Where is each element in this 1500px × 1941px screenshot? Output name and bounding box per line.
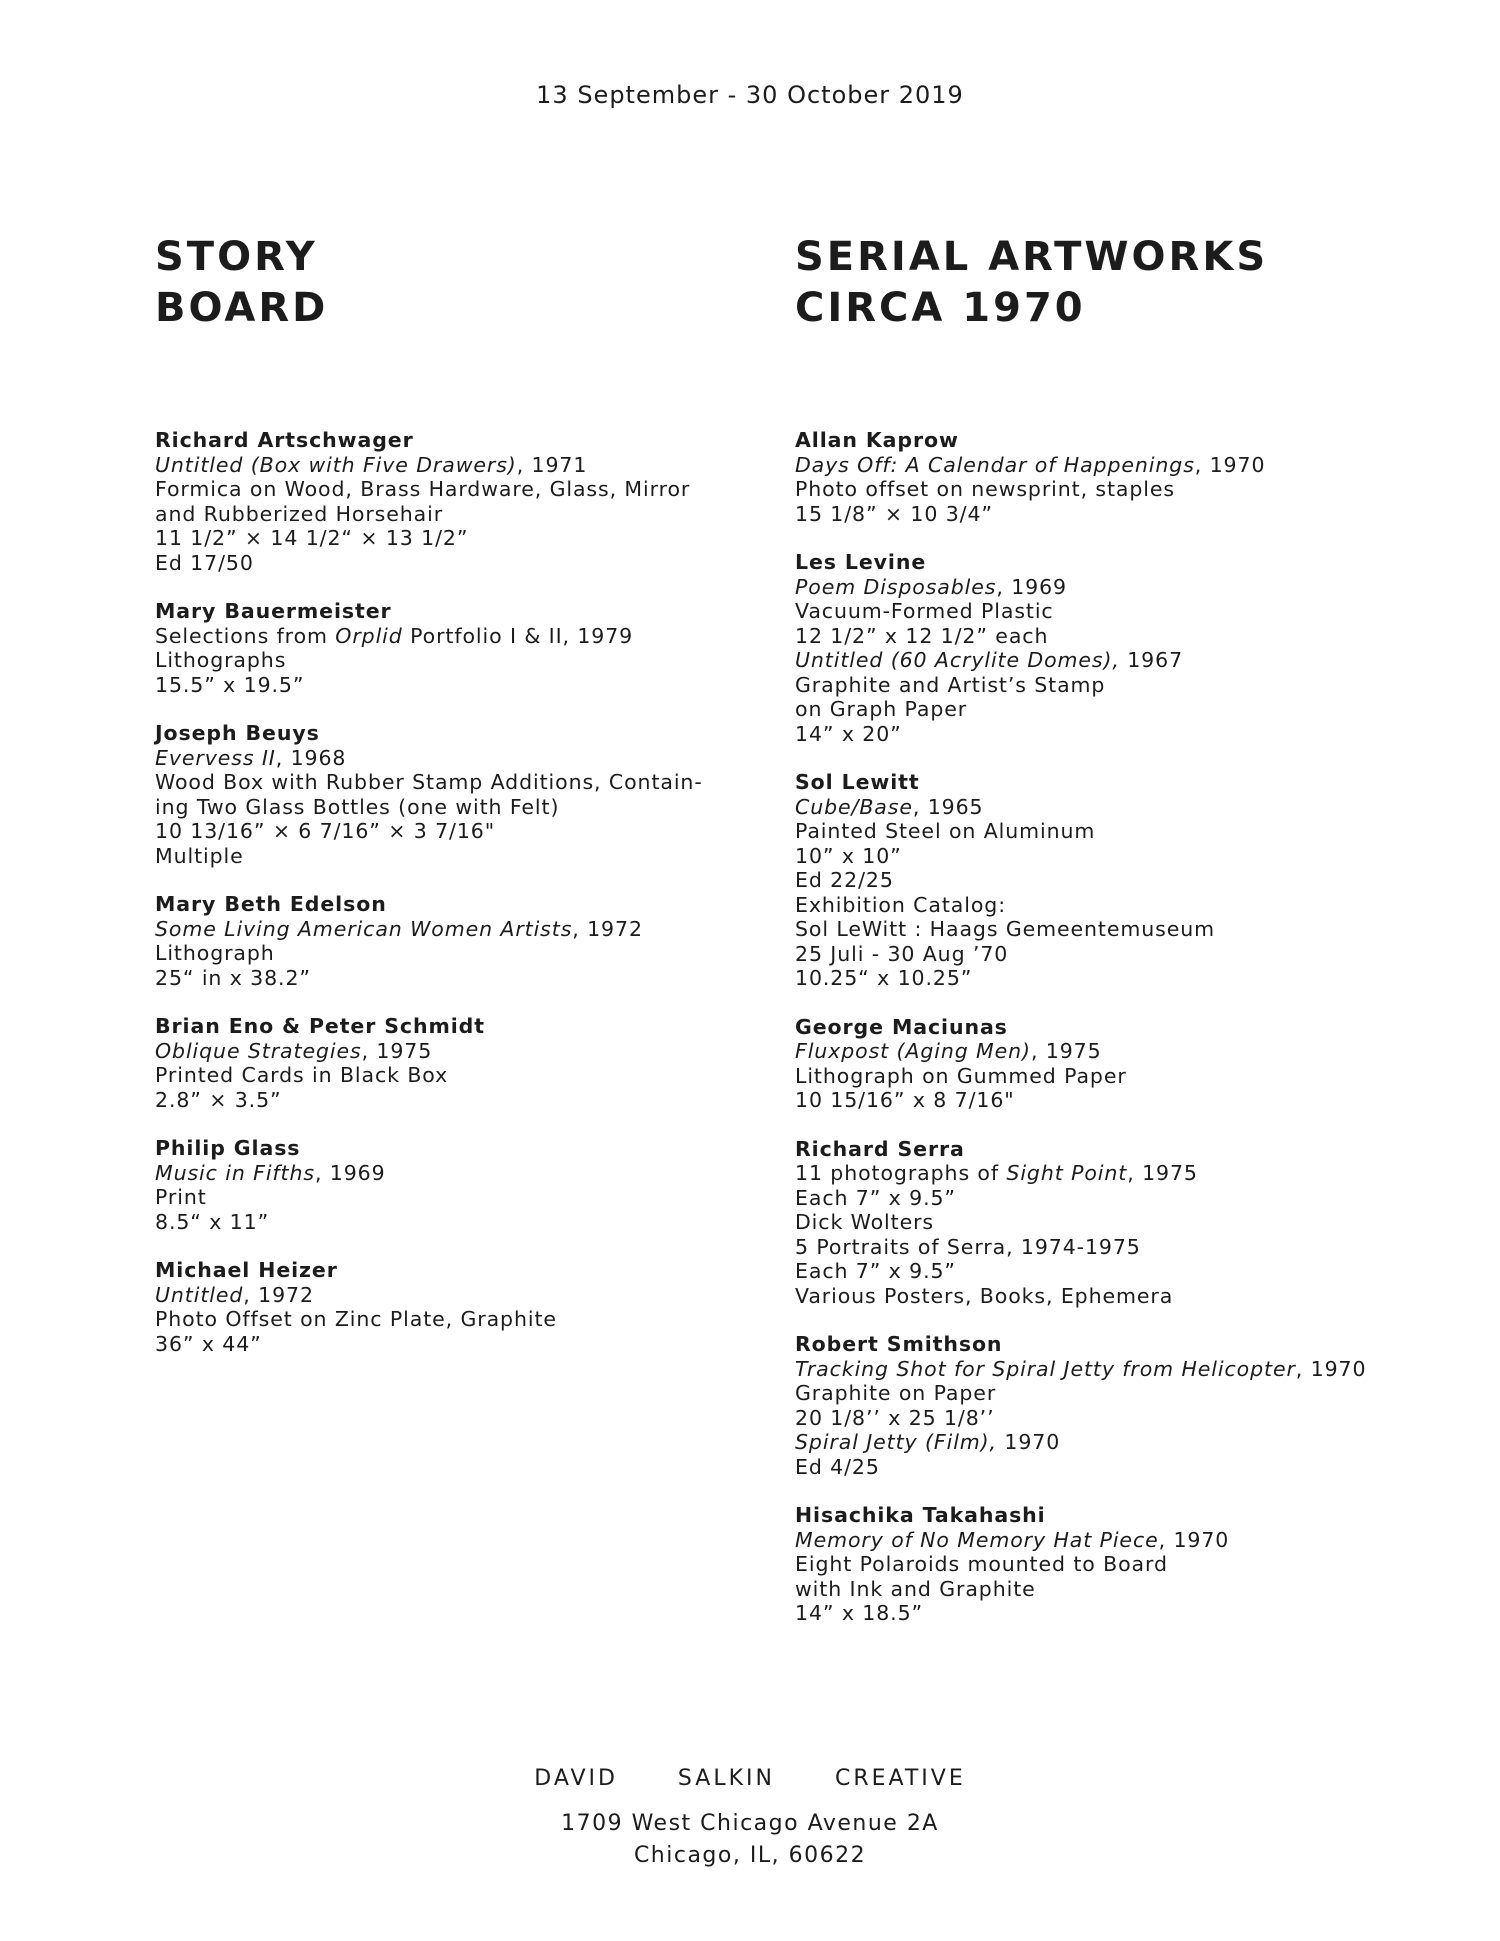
artwork-detail: Ed 4/25 (795, 1454, 880, 1479)
artwork-title: Untitled (60 Acrylite Domes), (795, 648, 1120, 672)
artwork-detail: Photo offset on newsprint, staples (795, 477, 1176, 501)
artwork-title-line (795, 1430, 1435, 1455)
artist-name: Richard Serra (795, 1136, 965, 1161)
artwork-detail: Wood Box with Rubber Stamp Additions, Contain- (155, 770, 703, 794)
artwork-detail: Graphite on Paper (795, 1381, 997, 1405)
artwork-detail: 10 15/16” x 8 7/16" (795, 1088, 1015, 1112)
artwork-detail: 25 Juli - 30 Aug ’70 (795, 941, 1009, 966)
artwork-entry (795, 428, 1435, 526)
artwork-title-line (795, 1039, 1435, 1064)
artwork-detail: 10 13/16” × 6 7/16” × 3 7/16" (155, 819, 496, 843)
artwork-detail: Painted Steel on Aluminum (795, 819, 1096, 843)
artwork-year: , 1970 (1295, 1356, 1367, 1381)
artwork-title-line (155, 917, 765, 942)
artwork-title: Sight Point (1006, 1161, 1128, 1185)
artwork-detail: 8.5“ x 11” (155, 1209, 270, 1234)
artwork-year: 1967 (1119, 648, 1184, 672)
artwork-detail: on Graph Paper (795, 697, 968, 721)
artwork-title-line (795, 453, 1435, 478)
artwork-detail: Formica on Wood, Brass Hardware, Glass, Mirror (155, 477, 691, 501)
artwork-entry (155, 599, 765, 697)
artwork-detail: Photo Offset on Zinc Plate, Graphite (155, 1307, 557, 1331)
artwork-year: , 1968 (275, 745, 347, 770)
artist-name: Philip Glass (155, 1136, 301, 1160)
artwork-detail: 10” x 10” (795, 843, 902, 868)
artwork-title-line (155, 453, 765, 478)
artist-name: Hisachika Takahashi (795, 1503, 1046, 1527)
artwork-title-line (795, 795, 1435, 820)
artwork-detail: Printed Cards in Black Box (155, 1063, 449, 1087)
artwork-detail: 25“ in x 38.2” (155, 965, 311, 990)
artwork-list (795, 428, 1435, 1626)
artwork-title-line (795, 1161, 1435, 1186)
right-column-title (795, 232, 1435, 334)
artwork-detail: 10.25“ x 10.25” (795, 966, 973, 990)
artwork-detail: Eight Polaroids mounted to Board (795, 1552, 1168, 1576)
artwork-title-line (155, 624, 765, 649)
artist-name: Mary Beth Edelson (155, 892, 387, 916)
address-line: Chicago, IL, 60622 (633, 1843, 867, 1868)
artwork-year: , 1975 (1127, 1161, 1198, 1185)
artwork-title-line (795, 575, 1435, 600)
artwork-year: , 1970 (1158, 1527, 1230, 1552)
artwork-title-line (795, 1357, 1435, 1382)
artwork-year: , 1975 (1030, 1039, 1102, 1063)
artwork-entry (795, 1332, 1435, 1479)
artwork-detail: 11 1/2” × 14 1/2“ × 13 1/2” (155, 526, 469, 550)
artist-name: Allan Kaprow (795, 428, 959, 452)
artwork-title-line (155, 1039, 765, 1064)
title-line: BOARD (155, 285, 329, 331)
artwork-title: Untitled (155, 1282, 244, 1307)
left-column-title (155, 232, 765, 334)
artwork-year: , 1972 (243, 1282, 314, 1307)
artwork-title-line (155, 746, 765, 771)
artwork-detail: 12 1/2” x 12 1/2” each (795, 623, 1049, 648)
artist-name: Richard Artschwager (155, 428, 414, 452)
artwork-detail: Graphite and Artist’s Stamp (795, 672, 1106, 697)
artist-name: Brian Eno & Peter Schmidt (155, 1014, 485, 1038)
artwork-title-line (795, 1528, 1435, 1553)
artist-name: Les Levine (795, 550, 927, 574)
artist-name: Joseph Beuys (155, 721, 320, 745)
artwork-detail: Each 7” x 9.5” (795, 1259, 956, 1283)
artwork-detail: Exhibition Catalog: (795, 892, 1006, 917)
artwork-entry (155, 1136, 765, 1234)
detail-text: Selections from (155, 623, 336, 648)
right-column (795, 232, 1435, 1650)
artwork-title: Memory of No Memory Hat Piece (795, 1527, 1159, 1552)
exhibition-dates: 13 September - 30 October 2019 (536, 81, 964, 109)
left-column (155, 232, 765, 1380)
artwork-year: , 1965 (912, 794, 984, 819)
artwork-detail: 15.5” x 19.5” (155, 672, 305, 697)
artwork-detail: ing Two Glass Bottles (one with Felt) (155, 794, 560, 819)
artwork-title: Poem Disposables (795, 574, 997, 599)
artwork-detail: Lithograph on Gummed Paper (795, 1063, 1127, 1088)
artwork-detail: Vacuum-Formed Plastic (795, 599, 1054, 623)
artwork-title: Tracking Shot for Spiral Jetty from Helicopter (795, 1356, 1296, 1381)
artwork-detail: and Rubberized Horsehair (155, 501, 444, 526)
artwork-year: , 1969 (314, 1160, 386, 1185)
artwork-title-line (155, 1161, 765, 1186)
artwork-detail: Lithographs (155, 648, 287, 672)
artwork-detail: Each 7” x 9.5” (795, 1185, 956, 1210)
artwork-detail: with Ink and Graphite (795, 1576, 1036, 1601)
artist-name: Robert Smithson (795, 1332, 1003, 1356)
gallery-name: DAVID SALKIN CREATIVE (534, 1766, 966, 1791)
artwork-detail: 20 1/8’’ x 25 1/8’’ (795, 1405, 995, 1430)
artwork-detail: 5 Portraits of Serra, 1974-1975 (795, 1234, 1141, 1259)
artwork-entry (155, 1014, 765, 1112)
artwork-entry (155, 1258, 765, 1356)
artwork-year: , 1975 (361, 1038, 433, 1063)
artist-name: Mary Bauermeister (155, 599, 392, 623)
artwork-entry (795, 770, 1435, 991)
artwork-detail: Sol LeWitt : Haags Gemeentemuseum (795, 917, 1215, 941)
artist-name: Sol Lewitt (795, 770, 920, 794)
artwork-list (155, 428, 765, 1356)
artwork-title-line (155, 1283, 765, 1308)
artwork-title: Orplid (335, 623, 403, 648)
artist-name: George Maciunas (795, 1014, 1008, 1039)
title-line: SERIAL ARTWORKS (795, 234, 1269, 280)
artwork-detail: Ed 17/50 (155, 550, 254, 575)
artwork-detail: Various Posters, Books, Ephemera (795, 1283, 1174, 1308)
artwork-entry (795, 1137, 1435, 1309)
artwork-detail: Dick Wolters (795, 1210, 935, 1234)
title-line: CIRCA 1970 (795, 285, 1086, 331)
artwork-detail: 15 1/8” × 10 3/4” (795, 501, 993, 526)
artwork-year: Portfolio I & II, 1979 (402, 623, 634, 648)
artwork-detail: Multiple (155, 843, 244, 868)
detail-text: 11 photographs of (795, 1161, 1007, 1185)
gallery-address (0, 1808, 1500, 1872)
artwork-title: Oblique Strategies (155, 1038, 362, 1063)
artist-name: Michael Heizer (155, 1258, 338, 1282)
address-line: 1709 West Chicago Avenue 2A (561, 1811, 939, 1836)
artwork-title: Cube/Base (795, 794, 913, 819)
artwork-entry (155, 892, 765, 990)
artwork-detail: 14” x 18.5” (795, 1601, 924, 1625)
artwork-title: Spiral Jetty (Film), (795, 1430, 997, 1454)
artwork-detail: Lithograph (155, 941, 275, 965)
artwork-title: Days Off: A Calendar of Happenings (795, 452, 1195, 477)
artwork-detail: Ed 22/25 (795, 868, 894, 892)
artwork-entry (795, 550, 1435, 746)
artwork-entry (795, 1015, 1435, 1113)
artwork-entry (155, 428, 765, 575)
artwork-title: Evervess II (155, 745, 276, 770)
artwork-year: , 1972 (572, 916, 643, 941)
artwork-detail: 14” x 20” (795, 721, 902, 746)
artwork-year: , 1971 (516, 452, 588, 477)
title-line: STORY (155, 234, 318, 280)
artwork-detail: Print (155, 1185, 207, 1209)
artwork-year: , 1969 (996, 574, 1067, 599)
artwork-year: , 1970 (1194, 452, 1266, 477)
artwork-title: Music in Fifths (155, 1160, 315, 1185)
artwork-entry (795, 1503, 1435, 1626)
artwork-title: Untitled (Box with Five Drawers) (155, 452, 517, 477)
artwork-detail: 2.8” × 3.5” (155, 1087, 282, 1112)
artwork-detail: 36” x 44” (155, 1331, 262, 1356)
artwork-year: 1970 (996, 1430, 1061, 1454)
artwork-title-line (795, 648, 1435, 673)
artwork-title: Some Living American Women Artists (155, 916, 573, 941)
artwork-entry (155, 721, 765, 868)
artwork-title: Fluxpost (Aging Men) (795, 1039, 1031, 1063)
